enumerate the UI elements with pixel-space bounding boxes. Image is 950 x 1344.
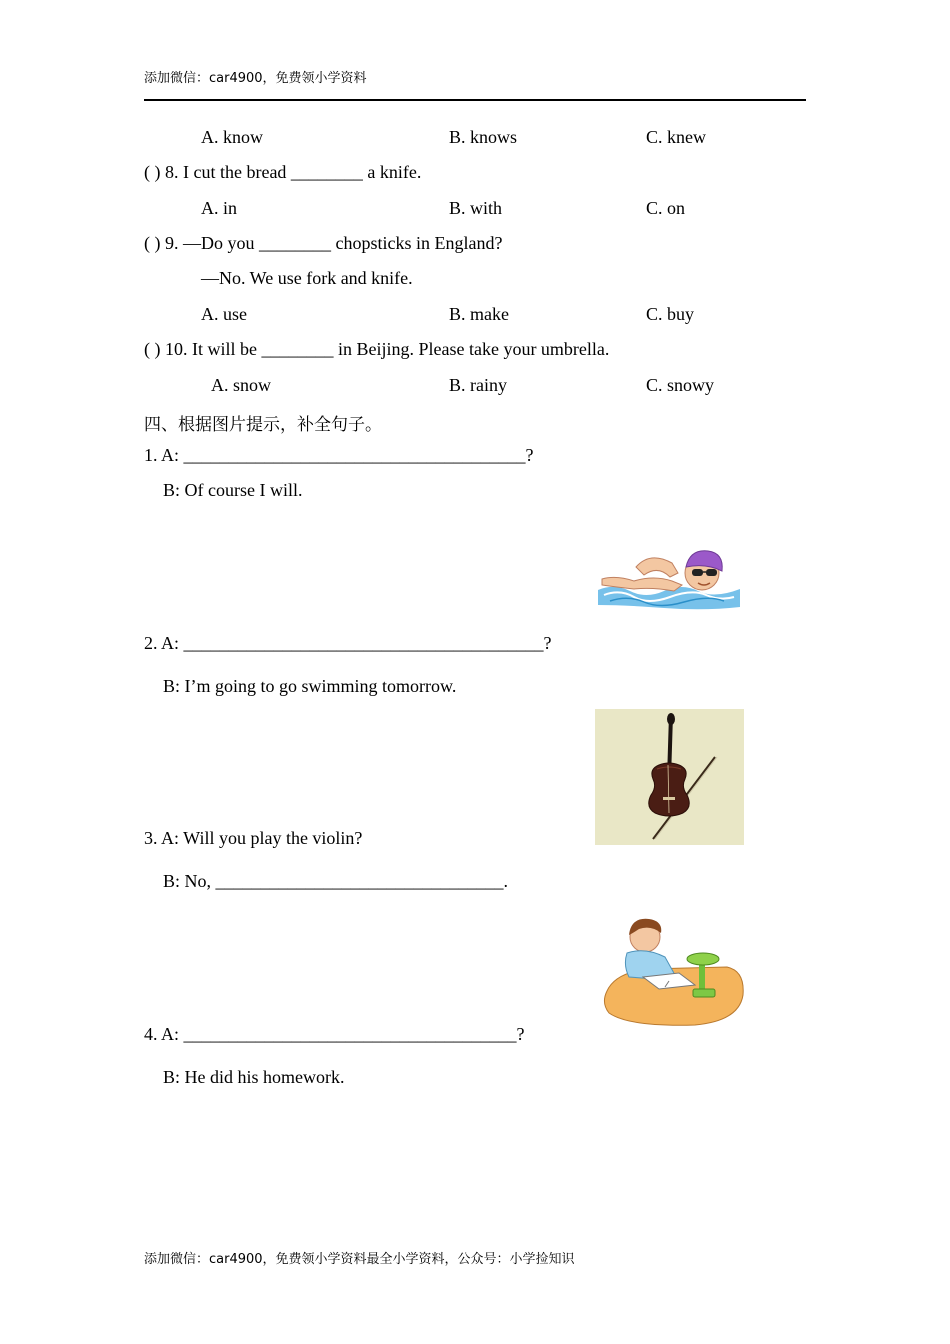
item4-answer: B: He did his homework. xyxy=(163,1067,345,1087)
q7-option-a: A. know xyxy=(201,127,263,147)
q10-stem: ( ) 10. It will be ________ in Beijing. Please take your umbrella. xyxy=(144,339,610,359)
section4-title: 四、根据图片提示，补全句子。 xyxy=(144,415,382,435)
q8-stem: ( ) 8. I cut the bread ________ a knife. xyxy=(144,162,422,182)
header-divider xyxy=(144,99,806,101)
violin-picture xyxy=(595,709,744,845)
item2-question: 2. A: ________________________________________? xyxy=(144,633,552,653)
item2-answer: B: I’m going to go swimming tomorrow. xyxy=(163,676,457,696)
q7-option-b: B. knows xyxy=(449,127,518,147)
q8-option-a: A. in xyxy=(201,198,237,218)
q10-option-a: A. snow xyxy=(211,375,272,395)
q9-stem: ( ) 9. —Do you ________ chopsticks in England? xyxy=(144,233,503,253)
page-header: 添加微信：car4900，免费领小学资料 xyxy=(144,71,367,86)
item1-question: 1. A: ______________________________________? xyxy=(144,445,534,465)
item3-answer: B: No, ________________________________. xyxy=(163,871,509,891)
page-footer: 添加微信：car4900，免费领小学资料最全小学资料，公众号：小学捡知识 xyxy=(144,1252,575,1267)
q8-option-c: C. on xyxy=(646,198,686,218)
q9-option-b: B. make xyxy=(449,304,509,324)
q8-option-b: B. with xyxy=(449,198,503,218)
item4-question: 4. A: _____________________________________? xyxy=(144,1024,525,1044)
q9-reply: —No. We use fork and knife. xyxy=(201,268,413,288)
item3-question: 3. A: Will you play the violin? xyxy=(144,828,363,848)
item1-answer: B: Of course I will. xyxy=(163,480,303,500)
swimmer-picture xyxy=(594,545,744,613)
q10-option-b: B. rainy xyxy=(449,375,507,395)
q9-option-c: C. buy xyxy=(646,304,695,324)
q7-option-c: C. knew xyxy=(646,127,706,147)
homework-picture xyxy=(599,913,746,1028)
q10-option-c: C. snowy xyxy=(646,375,715,395)
q9-option-a: A. use xyxy=(201,304,247,324)
